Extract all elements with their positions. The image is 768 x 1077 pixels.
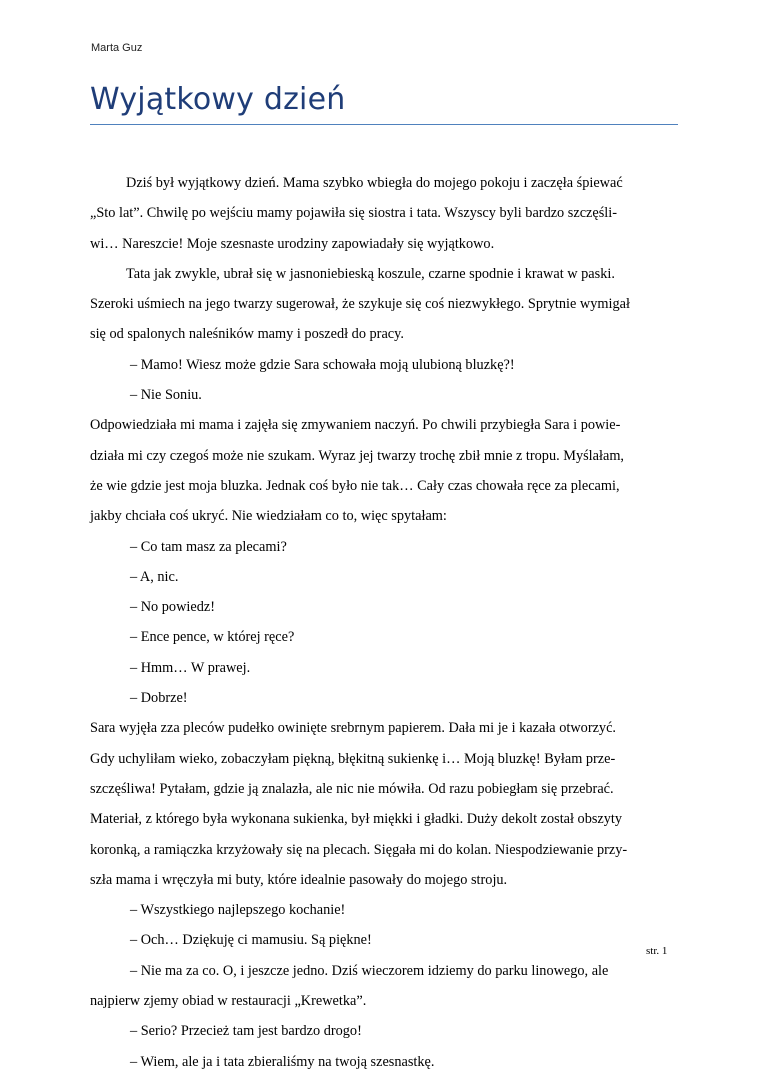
document-title: Wyjątkowy dzień	[90, 82, 346, 117]
page-header-author: Marta Guz	[91, 42, 143, 54]
body-line: – No powiedz!	[130, 599, 215, 616]
body-line: Odpowiedziała mi mama i zajęła się zmywaniem naczyń. Po chwili przybiegła Sara i powie-	[90, 417, 621, 434]
body-line: – Wiem, ale ja i tata zbieraliśmy na twoją szesnastkę.	[130, 1053, 435, 1070]
body-line: najpierw zjemy obiad w restauracji „Krewetka”.	[90, 993, 367, 1010]
body-line: że wie gdzie jest moja bluzka. Jednak coś było nie tak… Cały czas chowała ręce za plecami,	[90, 477, 620, 494]
body-line: – Och… Dziękuję ci mamusiu. Są piękne!	[130, 932, 372, 949]
body-line: Dziś był wyjątkowy dzień. Mama szybko wbiegła do mojego pokoju i zaczęła śpiewać	[126, 175, 623, 191]
body-line: się od spalonych naleśników mamy i poszedł do pracy.	[90, 326, 404, 343]
body-line: Szeroki uśmiech na jego twarzy sugerował, że szykuje się coś niezwykłego. Sprytnie wymigał	[90, 296, 630, 313]
body-line: – A, nic.	[130, 568, 179, 585]
body-line: jakby chciała coś ukryć. Nie wiedziałam co to, więc spytałam:	[90, 508, 447, 525]
document-body	[90, 168, 682, 1077]
body-line: „Sto lat”. Chwilę po wejściu mamy pojawiła się siostra i tata. Wszyscy byli bardzo szczęśli-	[90, 205, 617, 222]
body-line: – Ence pence, w której ręce?	[130, 629, 295, 646]
title-underline	[90, 124, 678, 125]
body-line: – Nie ma za co. O, i jeszcze jedno. Dziś wieczorem idziemy do parku linowego, ale	[130, 962, 609, 979]
body-line: Sara wyjęła zza pleców pudełko owinięte srebrnym papierem. Dała mi je i kazała otworzyć.	[90, 720, 616, 737]
body-line: koronką, a ramiączka krzyżowały się na plecach. Sięgała mi do kolan. Niespodziewanie przy-	[90, 841, 628, 858]
page-number: str. 1	[646, 945, 668, 957]
body-line: – Hmm… W prawej.	[130, 659, 251, 676]
body-line: wi… Nareszcie! Moje szesnaste urodziny zapowiadały się wyjątkowo.	[90, 235, 495, 252]
body-line: szczęśliwa! Pytałam, gdzie ją znalazła, ale nic nie mówiła. Od razu pobiegłam się przebrać.	[90, 780, 614, 797]
body-line: – Wszystkiego najlepszego kochanie!	[130, 902, 346, 919]
body-line: – Nie Soniu.	[130, 387, 202, 404]
body-line: – Serio? Przecież tam jest bardzo drogo!	[130, 1023, 362, 1040]
body-line: działa mi czy czegoś może nie szukam. Wyraz jej twarzy trochę zbił mnie z tropu. Myślałam,	[90, 447, 625, 464]
body-line: szła mama i wręczyła mi buty, które idealnie pasowały do mojego stroju.	[90, 871, 508, 888]
body-line: Tata jak zwykle, ubrał się w jasnoniebieską koszule, czarne spodnie i krawat w paski.	[126, 265, 615, 282]
body-line: – Mamo! Wiesz może gdzie Sara schowała moją ulubioną bluzkę?!	[130, 356, 515, 373]
body-line: – Co tam masz za plecami?	[130, 538, 287, 555]
body-line: Materiał, z którego była wykonana sukienka, był miękki i gładki. Duży dekolt został obszyty	[90, 811, 623, 828]
body-line: – Dobrze!	[130, 690, 188, 707]
body-line: Gdy uchyliłam wieko, zobaczyłam piękną, błękitną sukienkę i… Moją bluzkę! Byłam prze-	[90, 750, 616, 767]
